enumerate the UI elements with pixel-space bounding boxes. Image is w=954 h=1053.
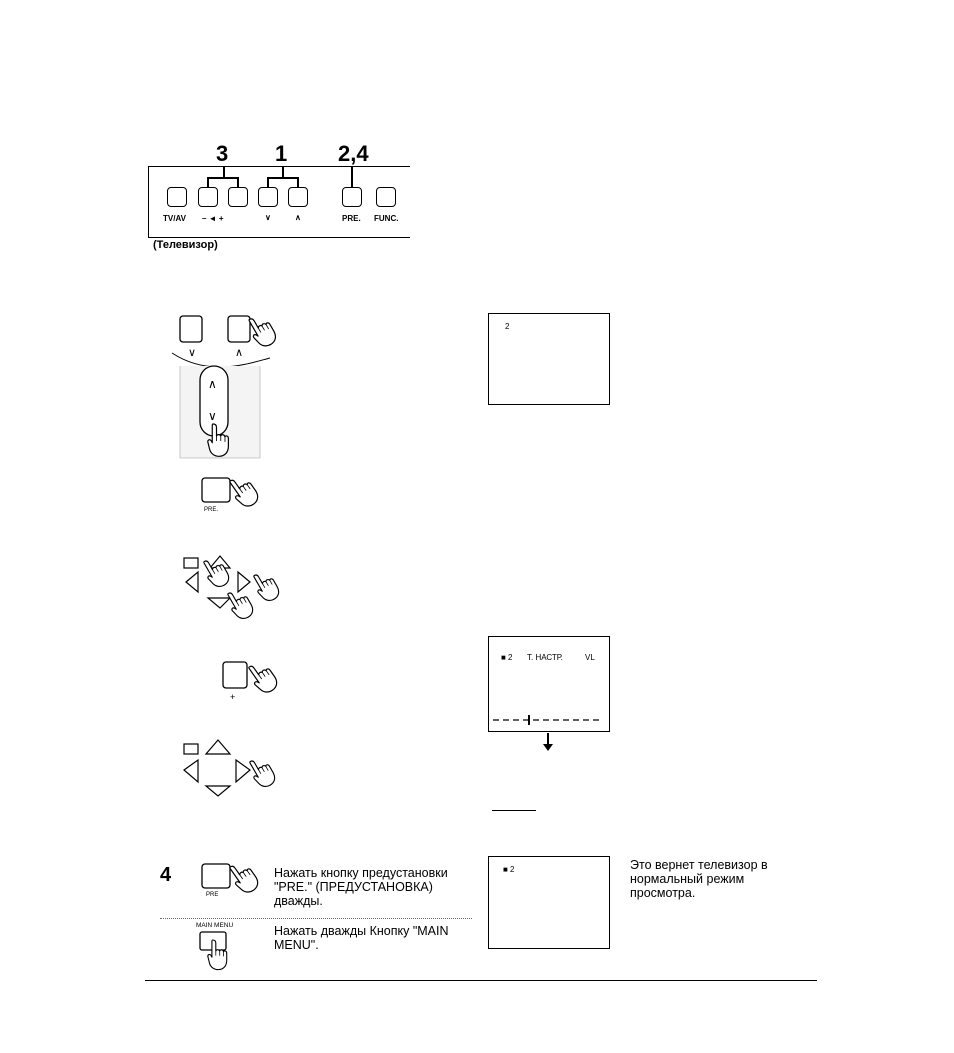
step-number-3: 3: [216, 141, 229, 166]
tv-screen-fine-tune: [488, 636, 610, 732]
func-button[interactable]: [376, 187, 396, 207]
main-menu-small-label: MAIN MENU: [196, 922, 234, 929]
panel-caption: (Телевизор): [153, 239, 218, 251]
plus-button-illustration: [215, 660, 295, 720]
direction-pad-illustration: [180, 552, 280, 632]
step4-result-text: Это вернет телевизор в нормальный режим просмотра.: [630, 858, 768, 900]
svg-text:∨: ∨: [208, 409, 217, 423]
step4-pre-button-illustration: [200, 862, 280, 912]
vl-indicator: VL: [585, 653, 595, 662]
step4-pre-instruction: Нажать кнопку предустановки "PRE." (ПРЕДУСТАНОВКА) дважды.: [274, 866, 448, 908]
pre-button-illustration: [200, 476, 280, 526]
main-menu-button-illustration: [198, 930, 258, 980]
channel-button-diagram: [170, 308, 280, 468]
tv-av-label: TV/AV: [163, 214, 186, 223]
channel-number: 2: [505, 322, 510, 331]
step4-pre-small-label: PRE: [206, 892, 219, 898]
plus-small-label: +: [230, 692, 236, 702]
step4-menu-instruction: Нажать дважды Кнопку "MAIN MENU".: [274, 924, 449, 952]
step-number-1: 1: [275, 141, 288, 166]
pre-button[interactable]: [342, 187, 362, 207]
channel-number: ■ 2: [501, 653, 513, 662]
channel-up-button[interactable]: [288, 187, 308, 207]
pre-small-label: PRE.: [204, 507, 219, 513]
direction-pad-right-illustration: [180, 736, 280, 816]
tv-screen-normal: [488, 856, 610, 949]
channel-down-label: ∨: [265, 213, 271, 222]
arrow-down-icon: [541, 733, 555, 753]
svg-text:∧: ∧: [235, 347, 244, 359]
channel-up-label: ∧: [295, 213, 301, 222]
dotted-divider: [160, 918, 472, 919]
channel-number: ■ 2: [503, 865, 515, 874]
bottom-rule: [145, 980, 817, 981]
volume-label: – ◄ +: [202, 214, 224, 223]
tv-screen-channel: [488, 313, 610, 405]
short-rule: [492, 810, 536, 811]
func-label: FUNC.: [374, 214, 399, 223]
volume-up-button[interactable]: [228, 187, 248, 207]
tv-front-panel: [148, 166, 410, 238]
volume-down-button[interactable]: [198, 187, 218, 207]
step-4-number: 4: [160, 864, 172, 886]
channel-down-button[interactable]: [258, 187, 278, 207]
svg-text:∨: ∨: [188, 347, 197, 359]
svg-text:∧: ∧: [208, 377, 217, 391]
tv-av-button[interactable]: [167, 187, 187, 207]
fine-tune-mode: Т. НАСТР.: [527, 653, 563, 662]
pre-label: PRE.: [342, 214, 361, 223]
step-number-2-4: 2,4: [338, 141, 369, 166]
tuning-scale: [493, 715, 605, 725]
